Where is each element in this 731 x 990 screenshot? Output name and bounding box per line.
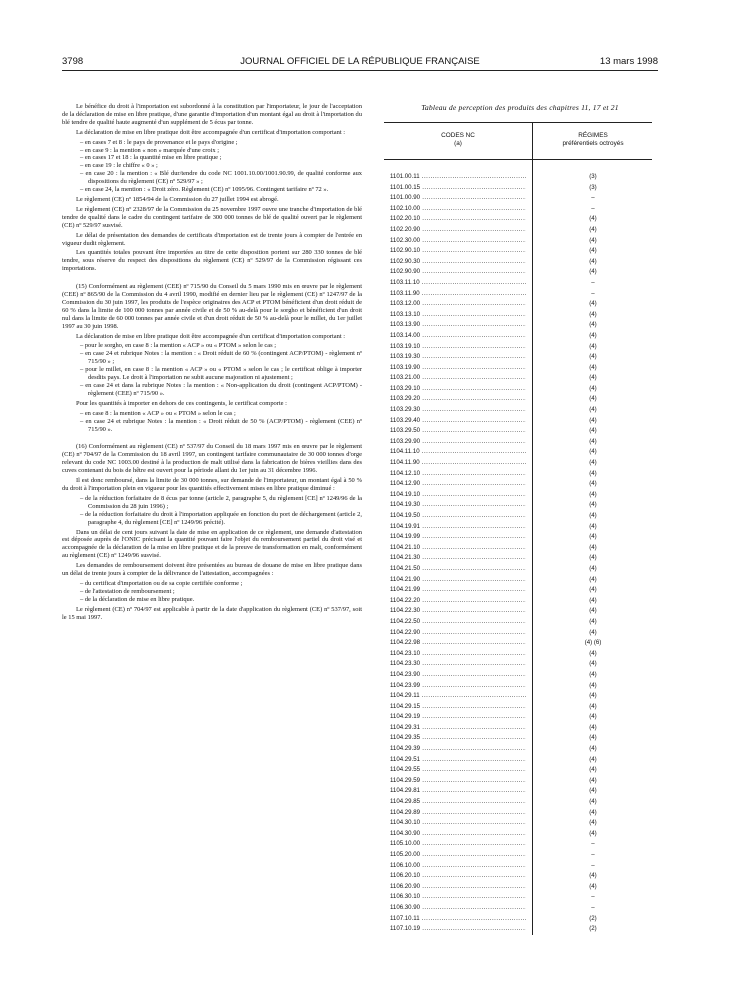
regime-cell: (4) — [589, 776, 597, 784]
nc-code-cell: 1104.22.20 ..... — [390, 596, 526, 607]
codes-header-label: CODES NC — [441, 132, 475, 139]
nc-code-cell: 1104.12.10 ..... — [390, 469, 526, 480]
regime-cell: (4) — [589, 713, 597, 721]
regime-cell: (4) — [589, 321, 597, 329]
table-row — [384, 564, 652, 575]
nc-code-cell: 1102.90.90 ..... — [390, 267, 526, 278]
nc-code-cell: 1104.29.85 ..... — [390, 797, 526, 808]
regime-cell: (4) — [589, 490, 597, 498]
regime-cell: (4) — [589, 427, 597, 435]
nc-code-cell: 1104.19.91 ..... — [390, 522, 526, 533]
regime-cell: (4) — [589, 755, 597, 763]
regime-cell: (4) — [589, 300, 597, 308]
list-item: – en case 24 et dans la rubrique Notes : la mention : « Non-application du droit (contingent ACP/PTOM) - règlement (CEE) nº 715/90 ». — [62, 382, 362, 398]
nc-code-cell: 1105.20.00 ..... — [390, 850, 526, 861]
table-row — [384, 628, 652, 639]
bullet-list — [62, 580, 362, 604]
nc-code-cell: 1104.19.10 ..... — [390, 490, 526, 501]
nc-code-cell: 1104.23.10 ..... — [390, 649, 526, 660]
list-item: – de la réduction forfaitaire de 8 écus par tonne (article 2, paragraphe 5, du règlement [CE] nº 1249/96 de la Commission du 28 juin 1996) ; — [62, 495, 362, 511]
table-row — [384, 892, 652, 903]
nc-code-cell: 1102.90.30 ..... — [390, 257, 526, 268]
table-caption: Tableau de perception des produits des chapitres 11, 17 et 21 — [421, 103, 619, 112]
table-row — [384, 543, 652, 554]
paragraph: La déclaration de mise en libre pratique doit être accompagnée d'un certificat d'importation comportant : — [76, 332, 346, 340]
regime-cell: (4) — [589, 268, 597, 276]
nc-code-cell: 1104.23.30 ..... — [390, 659, 526, 670]
nc-code-cell: 1107.10.19 ..... — [390, 924, 526, 935]
nc-code-cell: 1104.11.10 ..... — [390, 447, 526, 458]
nc-code-cell: 1104.29.59 ..... — [390, 776, 526, 787]
column-divider — [532, 123, 533, 159]
regime-cell: (4) — [589, 723, 597, 731]
table-row — [384, 871, 652, 882]
nc-code-cell: 1105.10.00 ..... — [390, 839, 526, 850]
table-row — [384, 649, 652, 660]
regime-cell: (4) — [589, 607, 597, 615]
table-row — [384, 723, 652, 734]
table-row — [384, 776, 652, 787]
regime-cell: – — [591, 278, 595, 286]
regime-cell: (4) — [589, 310, 597, 318]
table-row — [384, 416, 652, 427]
regime-cell: (4) — [589, 469, 597, 477]
regime-cell: – — [591, 840, 595, 848]
regime-cell: (4) — [589, 554, 597, 562]
regime-cell: (4) — [589, 512, 597, 519]
list-item: – du certificat d'importation ou de sa copie certifiée conforme ; — [62, 580, 362, 588]
regime-cell: (4) — [589, 225, 597, 233]
table-row — [384, 426, 652, 437]
nc-code-cell: 1104.29.39 ..... — [390, 744, 526, 755]
table-row — [384, 479, 652, 490]
nc-code-cell: 1104.21.50 ..... — [390, 564, 526, 575]
table-row — [384, 681, 652, 692]
paragraph: Le délai de présentation des demandes de certificats d'importation est de trente jours à compter de l'entrée en vigueur dudit règlement. — [62, 231, 362, 247]
list-item: – en case 9 : la mention « non » marquée d'une croix ; — [62, 147, 362, 155]
paragraph: (15) Conformément au règlement (CEE) nº 715/90 du Conseil du 5 mars 1990 mis en œuvre par le règlement (CEE) nº 865/90 de la Commission du 4 avril 1990, modifié en dernier lieu par le règlement (CE) nº 1247/97 de la Commission du 30 juin 1997, les produits de l'espèce originaires des ACP et PTOM bénéficient d'un droit réduit de 60 % dans la limite de 100 000 tonnes par année civile et de 50 % au-delà pour le sorgho et bénéficient d'un droit nul dans la limite de 60 000 tonnes par année civile et d'un droit réduit de 50 % au-delà pour le millet, du 1er juillet 1997 au 30 juin 1998. — [62, 283, 362, 330]
table-row — [384, 394, 652, 405]
table-row — [384, 373, 652, 384]
regime-cell: – — [591, 851, 595, 858]
table-row — [384, 755, 652, 766]
regime-cell: (4) — [589, 798, 597, 806]
list-item: – pour le millet, en case 8 : la mention « ACP » ou « PTOM » selon le cas ; le certificat oblige à importer desdits pays. Le droit à l'importation ne subit aucune majoration ni ajustement ; — [62, 366, 362, 382]
nc-code-cell: 1102.90.10 ..... — [390, 246, 526, 257]
table-row — [384, 712, 652, 723]
regime-cell: (4) — [589, 745, 597, 753]
regime-cell: (4) — [589, 829, 597, 837]
table-row — [384, 342, 652, 353]
list-item: – pour le sorgho, en case 8 : la mention « ACP » ou « PTOM » selon le cas ; — [62, 342, 362, 350]
list-item: – en case 24 et rubrique Notes : la mention : « Droit réduit de 60 % (contingent ACP/PTOM) - règlement nº 715/90 » ; — [62, 350, 362, 366]
table-row — [384, 458, 652, 469]
regime-cell: (4) — [589, 395, 597, 403]
regime-cell: – — [591, 861, 595, 869]
nc-code-cell: 1104.29.15 ..... — [390, 702, 526, 713]
table-row — [384, 363, 652, 374]
nc-code-cell: 1101.00.11 ..... — [390, 172, 526, 183]
regime-cell: (4) — [589, 257, 597, 265]
regimes-header-label: RÉGIMES — [578, 132, 608, 139]
regime-cell: (4) — [589, 448, 597, 456]
list-item: – de la réduction forfaitaire du droit à l'importation appliquée en fonction du port de déchargement (article 2, paragraphe 4, du règlement [CE] nº 1249/96 précité). — [62, 511, 362, 527]
list-item: – en cases 17 et 18 : la quantité mise en libre pratique ; — [62, 154, 362, 162]
right-column-table — [380, 103, 660, 973]
table-row — [384, 246, 652, 257]
table-row — [384, 320, 652, 331]
table-row — [384, 469, 652, 480]
issue-date: 13 mars 1998 — [599, 56, 658, 67]
nc-code-cell: 1102.20.10 ..... — [390, 214, 526, 225]
table-row — [384, 447, 652, 458]
list-item: – en case 20 : la mention : « Blé dur/tendre du code NC 1001.10.00/1001.90.99, de qualité conforme aux dispositions du règlement (CE) nº 529/97 » ; — [62, 170, 362, 186]
table-row — [384, 882, 652, 893]
paragraph: Le règlement (CE) nº 2328/97 de la Commission du 25 novembre 1997 ouvre une tranche d'importation de blé tendre de qualité dans le cadre du contingent tarifaire de 300 000 tonnes de blé de qualité ouvert par le règlement (CE) nº 529/97 susvisé. — [62, 205, 362, 229]
nc-code-cell: 1103.29.90 ..... — [390, 437, 526, 448]
table-row — [384, 808, 652, 819]
nc-code-cell: 1103.11.10 ..... — [390, 278, 526, 289]
regime-cell: (4) — [589, 406, 597, 414]
nc-code-cell: 1103.29.30 ..... — [390, 405, 526, 416]
paragraph: La déclaration de mise en libre pratique doit être accompagnée d'un certificat d'importation comportant : — [76, 128, 346, 136]
nc-code-cell: 1102.20.90 ..... — [390, 225, 526, 236]
table-row — [384, 500, 652, 511]
regimes-header-sub: préférentiels octroyés — [562, 140, 624, 147]
bullet-list — [62, 342, 362, 397]
regime-cell: (4) — [589, 702, 597, 710]
page-header — [62, 56, 658, 71]
table-row — [384, 818, 652, 829]
nc-code-cell: 1104.29.51 ..... — [390, 755, 526, 766]
regime-cell: (4) — [589, 416, 597, 424]
table-row — [384, 903, 652, 914]
nc-code-cell: 1104.21.90 ..... — [390, 575, 526, 586]
regime-cell: – — [591, 893, 595, 901]
nc-code-cell: 1102.30.00 ..... — [390, 236, 526, 247]
list-item: – de l'attestation de remboursement ; — [62, 588, 362, 596]
table-row — [384, 384, 652, 395]
table-row — [384, 659, 652, 670]
regime-cell: (4) — [589, 543, 597, 551]
nc-code-cell: 1104.23.90 ..... — [390, 670, 526, 681]
regime-cell: (4) — [589, 342, 597, 350]
table-row — [384, 172, 652, 183]
table-row — [384, 225, 652, 236]
regime-cell: (4) — [589, 384, 597, 392]
paragraph: (16) Conformément au règlement (CE) nº 537/97 du Conseil du 18 mars 1997 mis en œuvre par le règlement (CE) nº 704/97 de la Commission du 18 avril 1997, un contingent tarifaire communautaire de 30 000 tonnes d'orge relevant du code NC 1003.00 destiné à la production de malt utilisé dans la fabrication de bières vieillies dans des cuves contenant du bois de hêtre est ouvert pour la période allant du 1er juin au 31 décembre 1996. — [62, 443, 362, 475]
nc-code-cell: 1103.14.00 ..... — [390, 331, 526, 342]
nc-code-cell: 1101.00.15 ..... — [390, 183, 526, 194]
table-row — [384, 839, 652, 850]
nc-code-cell: 1104.22.30 ..... — [390, 606, 526, 617]
nc-code-cell: 1104.30.10 ..... — [390, 818, 526, 829]
list-item: – en case 24 et rubrique Notes : la mention : « Droit réduit de 50 % (ACP/PTOM) - règlement (CEE) nº 715/90 ». — [62, 418, 362, 434]
regime-cell: (4) — [589, 363, 597, 371]
nc-code-cell: 1103.29.10 ..... — [390, 384, 526, 395]
table-row — [384, 829, 652, 840]
regime-cell: (4) — [589, 236, 597, 244]
nc-code-cell: 1104.23.99 ..... — [390, 681, 526, 692]
nc-code-cell: 1106.30.90 ..... — [390, 903, 526, 914]
nc-code-cell: 1104.29.31 ..... — [390, 723, 526, 734]
nc-code-cell: 1104.11.90 ..... — [390, 458, 526, 469]
nc-code-cell: 1101.00.90 ..... — [390, 193, 526, 204]
table-row — [384, 532, 652, 543]
regime-cell: (3) — [589, 183, 597, 191]
regime-cell: (4) — [589, 596, 597, 604]
nc-code-cell: 1107.10.11 ..... — [390, 914, 526, 925]
table-row — [384, 310, 652, 321]
table-row — [384, 596, 652, 607]
left-column-text — [62, 103, 362, 973]
nc-code-cell: 1102.10.00 ..... — [390, 204, 526, 215]
nc-code-cell: 1104.12.90 ..... — [390, 479, 526, 490]
nc-code-cell: 1104.22.90 ..... — [390, 628, 526, 639]
regime-cell: (4) — [589, 628, 597, 636]
regime-cell: (4) — [589, 734, 597, 742]
table-row — [384, 331, 652, 342]
nc-code-cell: 1104.22.50 ..... — [390, 617, 526, 628]
nc-code-cell: 1104.29.89 ..... — [390, 808, 526, 819]
table-row — [384, 606, 652, 617]
nc-code-cell: 1103.19.30 ..... — [390, 352, 526, 363]
regime-cell: (4) — [589, 617, 597, 625]
regime-cell: (3) — [589, 173, 597, 180]
nc-code-cell: 1104.19.50 ..... — [390, 511, 526, 522]
nc-code-cell: 1103.12.00 ..... — [390, 299, 526, 310]
table-row — [384, 765, 652, 776]
table-row — [384, 691, 652, 702]
table-row — [384, 638, 652, 649]
regime-cell: (4) — [589, 681, 597, 689]
nc-code-cell: 1104.22.98 ..... — [390, 638, 526, 649]
nc-code-cell: 1104.19.30 ..... — [390, 500, 526, 511]
regime-cell: (4) — [589, 215, 597, 223]
table-row — [384, 786, 652, 797]
table-row — [384, 585, 652, 596]
codes-header-sub: (a) — [454, 140, 462, 147]
regime-cell: (4) — [589, 522, 597, 530]
table-row — [384, 733, 652, 744]
regime-cell: (4) — [589, 649, 597, 657]
regime-cell: – — [591, 903, 595, 911]
bullet-list — [62, 495, 362, 527]
table-row — [384, 553, 652, 564]
paragraph: Le règlement (CE) nº 1854/94 de la Commission du 27 juillet 1994 est abrogé. — [76, 195, 279, 203]
regime-cell: (4) — [589, 660, 597, 668]
regime-cell: (4) — [589, 575, 597, 583]
table-row — [384, 744, 652, 755]
paragraph: Pour les quantités à importer en dehors de ces contingents, le certificat comporte : — [76, 399, 287, 407]
regime-cell: (4) — [589, 480, 597, 488]
regime-cell: (4) — [589, 459, 597, 467]
nc-code-cell: 1103.19.10 ..... — [390, 342, 526, 353]
regime-cell: (4) — [589, 353, 597, 361]
table-row — [384, 511, 652, 522]
table-body — [384, 160, 652, 935]
table-row — [384, 924, 652, 935]
list-item: – en case 8 : la mention « ACP » ou « PTOM » selon le cas ; — [62, 410, 362, 418]
nc-code-cell: 1106.30.10 ..... — [390, 892, 526, 903]
regime-cell: – — [591, 194, 595, 202]
table-row — [384, 617, 652, 628]
regime-cell: (4) — [589, 872, 597, 880]
regime-cell: (4) — [589, 808, 597, 816]
table-row — [384, 183, 652, 194]
table-row — [384, 702, 652, 713]
nc-code-cell: 1103.13.90 ..... — [390, 320, 526, 331]
paragraph: Les quantités totales pouvant être importées au titre de cette disposition portent sur 280 330 tonnes de blé tendre, sous réserve du respect des dispositions du règlement (CE) nº 529/97 de la Commission régissant ces importations. — [62, 249, 362, 273]
nc-code-cell: 1103.21.00 ..... — [390, 373, 526, 384]
regime-cell: (4) (6) — [584, 639, 602, 647]
nc-code-cell: 1104.29.55 ..... — [390, 765, 526, 776]
regime-cell: (4) — [589, 437, 597, 445]
regime-cell: (4) — [589, 533, 597, 541]
table-row — [384, 405, 652, 416]
regime-cell: (4) — [589, 766, 597, 774]
nc-code-cell: 1106.20.90 ..... — [390, 882, 526, 893]
bullet-list — [62, 410, 362, 434]
nc-code-cell: 1104.29.19 ..... — [390, 712, 526, 723]
nc-code-cell: 1104.29.81 ..... — [390, 786, 526, 797]
regime-cell: (2) — [589, 925, 597, 933]
nc-code-cell: 1106.10.00 ..... — [390, 861, 526, 872]
table-row — [384, 861, 652, 872]
paragraph: Les demandes de remboursement doivent être présentées au bureau de douane de mise en libre pratique dans un délai de trente jours à compter de la délivrance de l'attestation, accompagnées : — [62, 562, 362, 578]
column-header-codes — [384, 132, 532, 148]
regime-cell: (4) — [589, 586, 597, 594]
table-row — [384, 289, 652, 300]
table-row — [384, 670, 652, 681]
table-row — [384, 267, 652, 278]
table-row — [384, 352, 652, 363]
regime-cell: – — [591, 289, 595, 297]
list-item: – de la déclaration de mise en libre pratique. — [62, 596, 362, 604]
regime-cell: – — [591, 204, 595, 212]
nc-code-cell: 1104.21.30 ..... — [390, 553, 526, 564]
regime-cell: (4) — [589, 670, 597, 678]
paragraph: Le règlement (CE) nº 704/97 est applicable à partir de la date d'application du règlement (CE) nº 537/97, soit le 15 mai 1997. — [62, 605, 362, 621]
table-row — [384, 797, 652, 808]
bullet-list — [62, 139, 362, 194]
table-header — [384, 122, 652, 160]
nc-code-cell: 1103.13.10 ..... — [390, 310, 526, 321]
table-row — [384, 437, 652, 448]
regime-cell: (4) — [589, 882, 597, 890]
nc-code-cell: 1103.11.90 ..... — [390, 289, 526, 300]
nc-code-cell: 1104.29.35 ..... — [390, 733, 526, 744]
list-item: – en case 19 : le chiffre « 0 » ; — [62, 162, 362, 170]
table-row — [384, 193, 652, 204]
regime-cell: (2) — [589, 914, 597, 922]
regime-cell: (4) — [589, 331, 597, 339]
regime-cell: (4) — [589, 692, 597, 700]
table-row — [384, 490, 652, 501]
regime-cell: (4) — [589, 819, 597, 827]
journal-title: JOURNAL OFFICIEL DE LA RÉPUBLIQUE FRANÇAISE — [240, 56, 480, 67]
nc-code-cell: 1104.30.90 ..... — [390, 829, 526, 840]
page-number: 3798 — [62, 56, 84, 67]
paragraph: Dans un délai de cent jours suivant la date de mise en application de ce règlement, une demande d'attestation est déposée auprès de l'ONIC précisant la quantité pouvant faire l'objet du remboursement partiel du droit visé et accompagnée de la déclaration de la mise en libre pratique et de la preuve de transformation en malt, conformément au règlement (CE) nº 1249/96 susvisé. — [62, 528, 362, 560]
nc-code-cell: 1103.29.50 ..... — [390, 426, 526, 437]
regime-cell: (4) — [589, 501, 597, 509]
regime-cell: (4) — [589, 247, 597, 255]
regime-cell: (4) — [589, 787, 597, 795]
table-row — [384, 204, 652, 215]
table-row — [384, 214, 652, 225]
table-row — [384, 236, 652, 247]
table-row — [384, 522, 652, 533]
paragraph: Il est donc remboursé, dans la limite de 30 000 tonnes, sur demande de l'importateur, un montant égal à 50 % du droit à l'importation plein en vigueur pour les quantités effectivement mises en libre pratique diminué : — [62, 477, 362, 492]
table-row — [384, 257, 652, 268]
nc-code-cell: 1104.21.10 ..... — [390, 543, 526, 554]
table-row — [384, 850, 652, 861]
nc-code-cell: 1106.20.10 ..... — [390, 871, 526, 882]
table-row — [384, 914, 652, 925]
table-row — [384, 575, 652, 586]
nc-code-cell: 1103.19.90 ..... — [390, 363, 526, 374]
table-row — [384, 278, 652, 289]
column-header-regimes — [534, 132, 652, 148]
nc-code-cell: 1104.19.99 ..... — [390, 532, 526, 543]
list-item: – en cases 7 et 8 : le pays de provenance et le pays d'origine ; — [62, 139, 362, 147]
regime-cell: (4) — [589, 374, 597, 382]
regime-cell: (4) — [589, 564, 597, 572]
nc-code-cell: 1104.29.11 ..... — [390, 691, 526, 702]
nc-code-cell: 1103.29.20 ..... — [390, 394, 526, 405]
nc-code-cell: 1104.21.99 ..... — [390, 585, 526, 596]
paragraph: Le bénéfice du droit à l'importation est subordonné à la constitution par l'importateur, le jour de l'acceptation de la déclaration de mise en libre pratique, d'une garantie d'importation d'un montant égal au droit à l'importation du blé tendre de qualité haute augmenté d'un supplément de 5 écus par tonne. — [62, 103, 362, 126]
nc-code-cell: 1103.29.40 ..... — [390, 416, 526, 427]
table-row — [384, 299, 652, 310]
list-item: – en case 24, la mention : « Droit zéro. Règlement (CE) nº 1095/96. Contingent tarifaire nº 72 ». — [62, 186, 362, 194]
